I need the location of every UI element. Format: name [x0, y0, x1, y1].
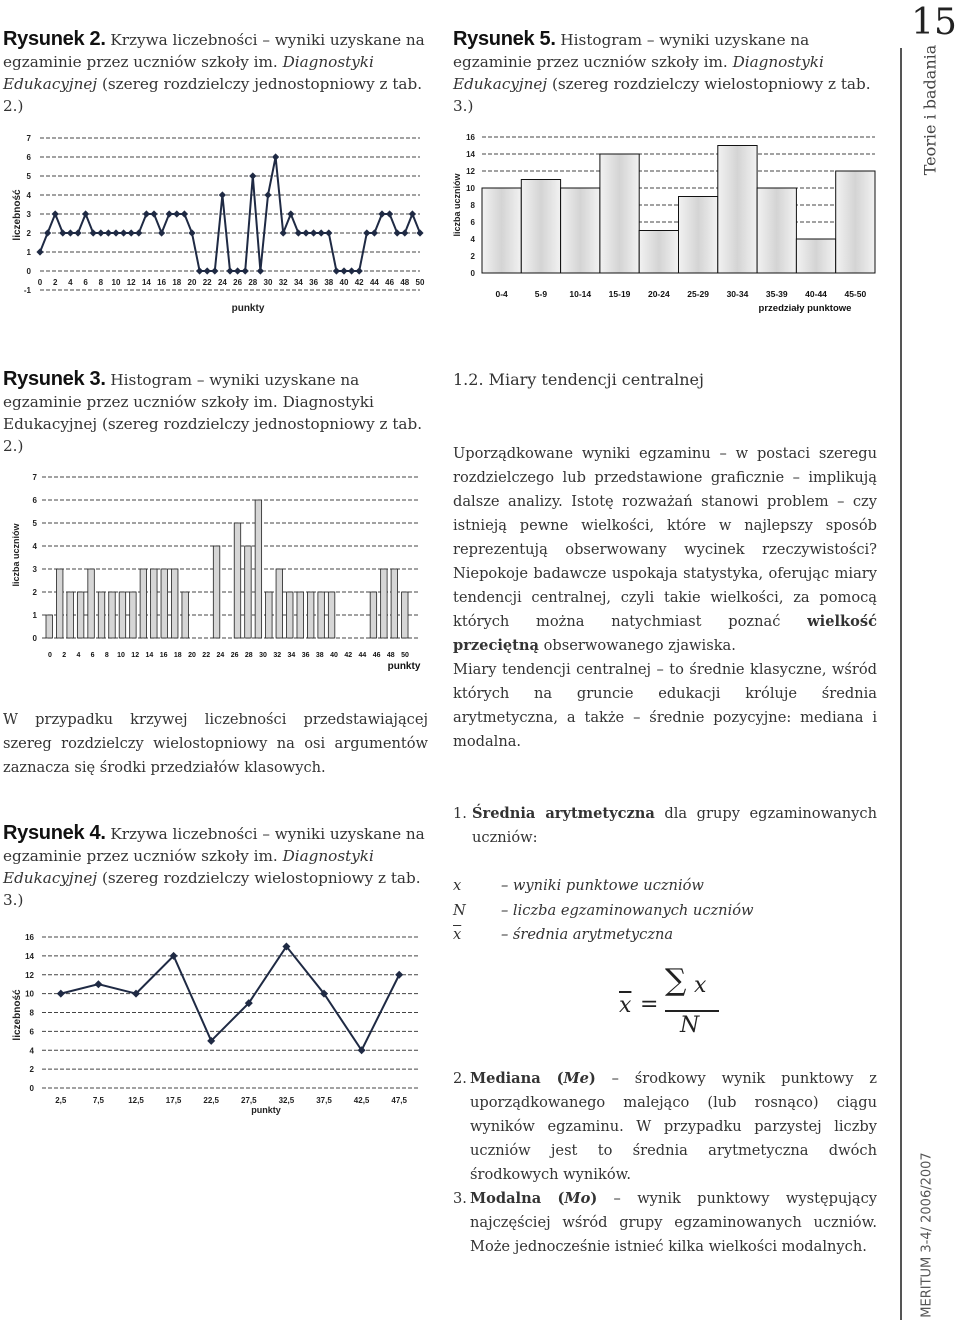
y-tick-label: 3	[26, 210, 31, 219]
x-axis-title: punkty	[231, 303, 265, 314]
data-point	[211, 267, 218, 274]
x-tick-label: 32	[278, 278, 288, 287]
fig5-label: Rysunek 5.	[453, 28, 556, 50]
x-tick-label: 20	[188, 652, 196, 659]
x-tick-label: 10-14	[569, 289, 592, 299]
x-tick-label: 2	[52, 278, 58, 287]
data-point	[196, 267, 203, 274]
x-tick-label: 0	[48, 652, 52, 659]
y-tick-label: 4	[26, 191, 31, 200]
histogram-bar	[402, 592, 408, 638]
histogram-bar	[679, 197, 718, 274]
formula-numerator: x	[694, 973, 707, 998]
x-tick-label: 24	[217, 278, 227, 287]
data-point	[57, 990, 65, 998]
histogram-bar	[287, 592, 293, 638]
data-point	[295, 229, 302, 236]
x-tick-label: 18	[173, 652, 182, 659]
data-point	[310, 229, 317, 236]
data-point	[36, 248, 43, 255]
x-tick-label: 27,5	[241, 1096, 257, 1105]
histogram-bar	[213, 546, 219, 638]
right-margin-rule	[900, 48, 902, 1320]
y-tick-label: 4	[32, 542, 37, 551]
mean-formula	[615, 965, 735, 1045]
y-tick-label: 5	[26, 172, 31, 181]
y-tick-label: 7	[26, 134, 31, 143]
histogram-bar	[639, 231, 678, 274]
histogram-bar	[245, 546, 251, 638]
data-point	[242, 267, 249, 274]
fig3-histogram	[0, 465, 430, 675]
fig4-label: Rysunek 4.	[3, 822, 106, 844]
x-tick-label: 14	[145, 652, 154, 659]
formula-equals: =	[640, 992, 659, 1017]
histogram-bar	[391, 569, 397, 638]
histogram-bar	[796, 239, 835, 273]
y-tick-label: 4	[470, 235, 475, 244]
x-tick-label: 26	[233, 278, 243, 287]
x-tick-label: 25-29	[687, 289, 710, 299]
data-point	[226, 267, 233, 274]
histogram-bar	[836, 171, 875, 273]
x-tick-label: 14	[141, 278, 151, 287]
list-item-median: 2. Mediana (Me) – środkowy wynik punktowy z uporządkowanego malejąco (lub rosnąco) ciągu wyników egzaminu. W przypadku parzystej liczby uczniów jest to średnia arytmetyczna dwóch środkowych wyników.	[453, 1070, 877, 1183]
histogram-bar	[561, 188, 600, 273]
x-tick-label: 30	[259, 652, 267, 659]
x-tick-label: 34	[293, 278, 303, 287]
fig5-histogram	[450, 125, 890, 315]
y-tick-label: 5	[32, 519, 37, 528]
x-tick-label: 12,5	[128, 1096, 144, 1105]
data-point	[264, 191, 271, 198]
x-tick-label: 44	[369, 278, 379, 287]
histogram-bar	[718, 146, 757, 274]
histogram-bar	[600, 154, 639, 273]
x-tick-label: 7,5	[92, 1096, 104, 1105]
formula-fraction-line	[665, 1010, 719, 1012]
section-tab: Teorie i badania	[920, 44, 940, 176]
y-tick-label: 16	[466, 133, 475, 142]
x-tick-label: 30-34	[726, 289, 749, 299]
fig5-caption: Rysunek 5. Histogram – wyniki uzyskane na egzaminie przez uczniów szkoły im. Diagnostyki Edukacyjnej (szereg rozdzielczy wielostopniowy z tab. 3.)	[453, 28, 871, 115]
histogram-bar	[46, 615, 52, 638]
x-tick-label: 46	[372, 652, 381, 659]
x-tick-label: 10	[117, 652, 125, 659]
data-point	[249, 172, 256, 179]
data-point	[395, 971, 403, 979]
x-tick-label: 28	[248, 278, 258, 287]
data-point	[401, 229, 408, 236]
x-tick-label: 2,5	[55, 1096, 67, 1105]
x-tick-label: 42	[354, 278, 364, 287]
x-tick-label: 40-44	[805, 289, 827, 299]
data-point	[394, 229, 401, 236]
y-tick-label: 7	[32, 473, 37, 482]
histogram-bar	[151, 569, 157, 638]
x-tick-label: 50	[401, 652, 409, 659]
y-tick-label: 14	[466, 150, 475, 159]
y-tick-label: 0	[29, 1084, 34, 1093]
y-tick-label: 0	[26, 267, 31, 276]
x-tick-label: 42	[344, 652, 353, 659]
left-paragraph: W przypadku krzywej liczebności przedstawiającej szereg rozdzielczy wielostopniowy na osi argumentów zaznacza się środki przedziałów klasowych.	[3, 711, 428, 776]
data-point	[333, 267, 340, 274]
x-tick-label: 22	[202, 652, 211, 659]
x-tick-label: 8	[98, 278, 104, 287]
data-point	[318, 229, 325, 236]
data-point	[166, 210, 173, 217]
data-point	[94, 980, 102, 988]
fig2-label: Rysunek 2.	[3, 28, 106, 50]
paragraph-1: Uporządkowane wyniki egzaminu – w postaci szeregu rozdzielczego lub przedstawione graficznie – implikują dalsze analizy. Istotę rozważań stanowi problem – czy istnieją pewne wielkości, które w najlepszy sposób reprezentują obserwowany wycinek rzeczywistości? Niepokoje badawcze uspokaja statystyka, oferując miary tendencji centralnej, czyli takie wielkości, za pomocą których można natychmiast poznać wielkość przeciętną obserwowanego zjawiska.	[453, 445, 877, 654]
legend-row-n: N – liczba egzaminowanych uczniów	[453, 901, 754, 919]
x-tick-label: 36	[301, 652, 310, 659]
data-point	[105, 229, 112, 236]
x-tick-label: 35-39	[765, 289, 788, 299]
histogram-bar	[328, 592, 334, 638]
list-item-mean: 1. Średnia arytmetyczna dla grupy egzaminowanych uczniów:	[453, 805, 877, 846]
histogram-bar	[307, 592, 313, 638]
x-tick-label: 22	[202, 278, 212, 287]
y-axis-title: liczba uczniów	[11, 523, 21, 587]
x-axis-title: punkty	[387, 661, 421, 672]
data-point	[340, 267, 347, 274]
y-tick-label: 14	[25, 951, 34, 961]
x-tick-label: 47,5	[391, 1096, 407, 1105]
x-tick-label: 42,5	[353, 1096, 370, 1105]
data-point	[302, 229, 309, 236]
y-tick-label: 1	[26, 248, 31, 257]
x-tick-label: 44	[358, 652, 367, 659]
histogram-bar	[381, 569, 387, 638]
x-tick-label: 32	[273, 652, 282, 659]
x-tick-label: 45-50	[844, 289, 867, 299]
y-tick-label: 2	[26, 229, 31, 238]
x-tick-label: 48	[400, 278, 410, 287]
data-point	[386, 210, 393, 217]
list-item-mode: 3. Modalna (Mo) – wynik punktowy występujący najczęściej wśród grupy egzaminowanych uczniów. Może jednocześnie istnieć kilka wielkości modalnych.	[453, 1190, 877, 1255]
y-axis-title: liczebność	[12, 989, 23, 1041]
data-point	[234, 267, 241, 274]
data-point	[150, 210, 157, 217]
y-tick-label: 6	[26, 153, 31, 162]
symbol-legend	[453, 874, 873, 948]
data-point	[363, 229, 370, 236]
y-tick-label: 8	[29, 1008, 34, 1018]
y-tick-label: 10	[25, 989, 34, 999]
x-tick-label: 6	[83, 278, 88, 287]
x-tick-label: 32,5	[278, 1096, 295, 1105]
x-tick-label: 30	[263, 278, 273, 287]
y-tick-label: 8	[470, 201, 475, 210]
histogram-bar	[521, 180, 560, 274]
histogram-bar	[161, 569, 167, 638]
y-tick-label: 12	[466, 167, 475, 176]
fig2-caption: Rysunek 2. Krzywa liczebności – wyniki uzyskane na egzaminie przez uczniów szkoły im. Diagnostyki Edukacyjnej (szereg rozdzielczy jednostopniowy z tab. 2.)	[3, 28, 425, 115]
data-point	[82, 210, 89, 217]
data-point	[135, 229, 142, 236]
data-point	[188, 229, 195, 236]
histogram-bar	[276, 569, 282, 638]
x-tick-label: 6	[90, 652, 95, 659]
histogram-bar	[67, 592, 73, 638]
histogram-bar	[98, 592, 104, 638]
histogram-bar	[255, 500, 261, 638]
y-tick-label: 0	[32, 634, 37, 643]
data-point	[325, 229, 332, 236]
legend-row-mean: $\overline{x}$ – średnia arytmetyczna	[453, 926, 674, 943]
y-tick-label: 3	[32, 565, 37, 574]
y-tick-label: 2	[29, 1065, 34, 1075]
fig3-caption: Rysunek 3. Histogram – wyniki uzyskane na egzaminie przez uczniów szkoły im. Diagnostyki Edukacyjnej (szereg rozdzielczy jednostopniowy z tab. 2.)	[3, 368, 423, 455]
x-tick-label: 26	[230, 652, 239, 659]
y-tick-label: 0	[470, 269, 475, 278]
histogram-bar	[130, 592, 136, 638]
data-point	[219, 191, 226, 198]
data-point	[44, 229, 51, 236]
data-point	[416, 229, 423, 236]
x-tick-label: 38	[315, 652, 324, 659]
data-point	[52, 210, 59, 217]
y-tick-label: 4	[29, 1046, 34, 1056]
x-tick-label: 37,5	[316, 1096, 332, 1105]
x-tick-label: 46	[385, 278, 395, 287]
x-tick-label: 48	[386, 652, 395, 659]
x-tick-label: 17,5	[165, 1096, 182, 1105]
y-tick-label: 1	[32, 611, 37, 620]
x-tick-label: 22,5	[203, 1096, 219, 1105]
histogram-bar	[119, 592, 125, 638]
histogram-bar	[140, 569, 146, 638]
x-tick-label: 38	[324, 278, 334, 287]
histogram-bar	[757, 188, 796, 273]
x-tick-label: 10	[111, 278, 121, 287]
x-tick-label: 4	[68, 278, 73, 287]
fig4-line-chart	[0, 925, 430, 1120]
y-tick-label: 2	[470, 252, 475, 261]
paragraph-2: Miary tendencji centralnej – to średnie klasyczne, wśród których na gruncie edukacji króluje średnia arytmetyczna, a także – średnie pozycyjne: mediana i modalna.	[453, 661, 877, 750]
x-tick-label: 15-19	[608, 289, 631, 299]
x-tick-label: 12	[126, 278, 136, 287]
data-point	[158, 229, 165, 236]
data-point	[143, 210, 150, 217]
data-point	[112, 229, 119, 236]
y-axis-title: liczebność	[12, 189, 23, 241]
data-point	[378, 210, 385, 217]
y-tick-label: 10	[466, 184, 475, 193]
journal-footer: MERITUM 3-4/ 2006/2007	[919, 1152, 935, 1318]
x-tick-label: 16	[159, 652, 168, 659]
x-tick-label: 36	[309, 278, 319, 287]
histogram-bar	[109, 592, 115, 638]
histogram-bar	[171, 569, 177, 638]
histogram-bar	[88, 569, 94, 638]
histogram-bar	[234, 523, 240, 638]
x-tick-label: 12	[131, 652, 140, 659]
formula-denominator: N	[680, 1013, 700, 1038]
fig3-label: Rysunek 3.	[3, 368, 106, 390]
data-point	[128, 229, 135, 236]
y-tick-label: 2	[32, 588, 37, 597]
data-point	[371, 229, 378, 236]
histogram-bar	[370, 592, 376, 638]
y-tick-label: 6	[470, 218, 475, 227]
y-tick-label: 16	[25, 933, 34, 942]
formula-sum: ∑	[665, 963, 687, 998]
x-tick-label: 50	[415, 278, 425, 287]
data-point	[257, 267, 264, 274]
y-tick-label: 6	[32, 496, 37, 505]
emphasis-average: wielkość przeciętną	[453, 613, 877, 654]
x-tick-label: 16	[157, 278, 167, 287]
data-point	[97, 229, 104, 236]
data-point	[356, 267, 363, 274]
data-point	[74, 229, 81, 236]
y-tick-label: 6	[29, 1027, 34, 1037]
x-tick-label: 5-9	[534, 289, 548, 299]
data-point	[348, 267, 355, 274]
fig2-line-chart	[0, 125, 430, 320]
fig4-caption: Rysunek 4. Krzywa liczebności – wyniki uzyskane na egzaminie przez uczniów szkoły im. Diagnostyki Edukacyjnej (szereg rozdzielczy wielostopniowy z tab. 3.)	[3, 822, 425, 909]
y-tick-label: 12	[25, 970, 34, 980]
x-tick-label: 40	[330, 652, 338, 659]
histogram-bar	[297, 592, 303, 638]
histogram-bar	[56, 569, 62, 638]
formula-lhs: $\overline{x}$	[619, 993, 632, 1018]
histogram-bar	[318, 592, 324, 638]
x-tick-label: 34	[287, 652, 296, 659]
histogram-bar	[482, 188, 521, 273]
x-tick-label: 20-24	[647, 289, 670, 299]
x-tick-label: 40	[339, 278, 349, 287]
section-heading: 1.2. Miary tendencji centralnej	[453, 370, 704, 389]
x-tick-label: 4	[76, 652, 81, 659]
series-line	[61, 946, 399, 1050]
data-point	[173, 210, 180, 217]
x-tick-label: 18	[172, 278, 182, 287]
histogram-bar	[77, 592, 83, 638]
x-tick-label: 28	[244, 652, 253, 659]
x-tick-label: 8	[104, 652, 109, 659]
x-axis-title: punkty	[251, 1105, 281, 1115]
data-point	[181, 210, 188, 217]
data-point	[120, 229, 127, 236]
x-tick-label: 20	[187, 278, 197, 287]
data-point	[409, 210, 416, 217]
x-tick-label: 2	[62, 652, 67, 659]
y-axis-title: liczba uczniów	[452, 173, 462, 237]
x-tick-label: 0-4	[495, 289, 508, 299]
data-point	[67, 229, 74, 236]
data-point	[59, 229, 66, 236]
histogram-bar	[266, 592, 272, 638]
y-tick-label: -1	[23, 286, 31, 295]
legend-row-x: x – wyniki punktowe uczniów	[453, 877, 704, 894]
data-point	[204, 267, 211, 274]
data-point	[90, 229, 97, 236]
data-point	[272, 153, 279, 160]
x-axis-title: przedziały punktowe	[758, 303, 852, 314]
page-number: 15	[911, 2, 957, 43]
data-point	[287, 210, 294, 217]
x-tick-label: 0	[37, 278, 43, 287]
x-tick-label: 24	[216, 652, 225, 659]
histogram-bar	[182, 592, 188, 638]
data-point	[280, 229, 287, 236]
